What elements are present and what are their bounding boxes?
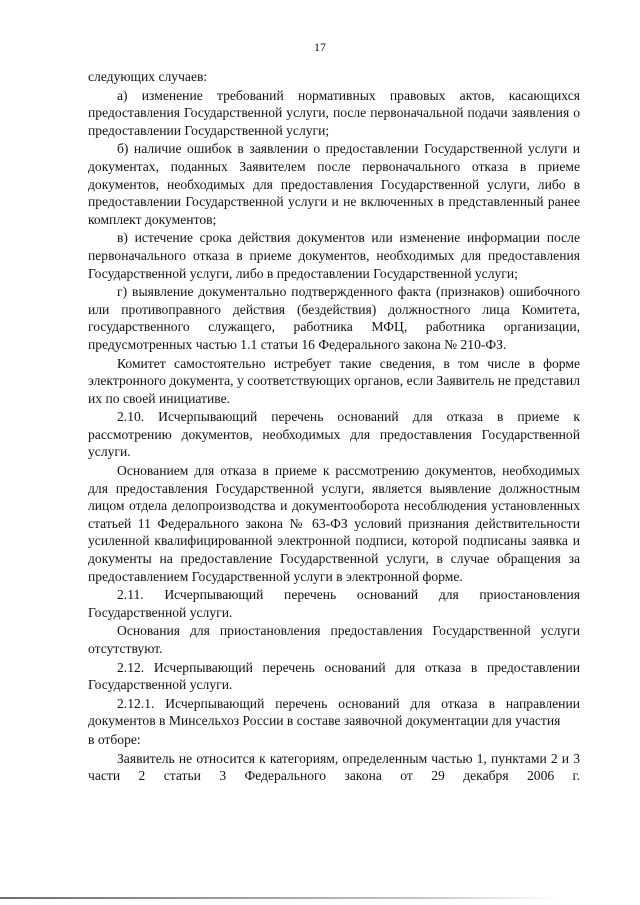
scan-edge-line (0, 897, 560, 899)
paragraph-no-suspension: Основания для приостановления предоставления Государственной услуги отсутствуют. (88, 623, 580, 656)
paragraph-section-2-10: 2.10. Исчерпывающий перечень оснований для отказа в приеме к рассмотрению документов, необходимых для предоставления Государственной услуги. (88, 409, 580, 460)
paragraph-section-2-11: 2.11. Исчерпывающий перечень оснований для приостановления Государственной услуги. (88, 587, 580, 620)
paragraph-applicant-category: Заявитель не относится к категориям, определенным частью 1, пунктами 2 и 3 части 2 статьи 3 Федерального закона от 29 декабря 2006 г. (88, 750, 580, 784)
paragraph-item-g: г) выявление документально подтвержденного факта (признаков) ошибочного или противоправного действия (бездействия) должностного лица Комитета, государственного служащего, работника МФЦ, работника организации, предусмотренных частью 1.1 статьи 16 Федерального закона № 210-ФЗ. (88, 284, 580, 352)
paragraph-committee-requests: Комитет самостоятельно истребует такие сведения, в том числе в форме электронного документа, у соответствующих органов, если Заявитель не представил их по своей инициативе. (88, 355, 580, 406)
page-number: 17 (314, 40, 326, 54)
paragraph-in-selection: в отборе: (88, 731, 141, 747)
paragraph-item-v: в) истечение срока действия документов или изменение информации после первоначального отказа в приеме документов, необходимых для предоставления Государственной услуги, либо в предоставлении Государственной услуги; (88, 230, 580, 281)
paragraph-item-b: б) наличие ошибок в заявлении о предоставлении Государственной услуги и документах, поданных Заявителем после первоначального отказа в приеме документов, необходимых для предоставления Государственной услуги, либо в предоставлении Государственной услуги и не включенных в представленный ранее комплект документов; (88, 141, 580, 227)
document-body (88, 68, 580, 786)
paragraph-item-a: а) изменение требований нормативных правовых актов, касающихся предоставления Государственной услуги, после первоначальной подачи заявления о предоставлении Государственной услуги; (88, 87, 580, 138)
paragraph-section-2-12-1: 2.12.1. Исчерпывающий перечень оснований для отказа в направлении документов в Минсельхоз России в составе заявочной документации для участия (88, 695, 580, 729)
paragraph-section-2-12: 2.12. Исчерпывающий перечень оснований для отказа в предоставлении Государственной услуги. (88, 659, 580, 693)
paragraph-intro: следующих случаев: (88, 69, 208, 84)
paragraph-refusal-grounds: Основанием для отказа в приеме к рассмотрению документов, необходимых для предоставления Государственной услуги, является выявление должностным лицом отдела делопроизводства и документооборота несоблюдения установленных статьей 11 Федерального закона № 63-ФЗ условий признания действительности усиленной квалифицированной электронной подписи, которой подписаны заявка и документы на предоставление Государственной услуги, в случае обращения за предоставлением Государственной услуги в электронной форме. (88, 463, 580, 584)
